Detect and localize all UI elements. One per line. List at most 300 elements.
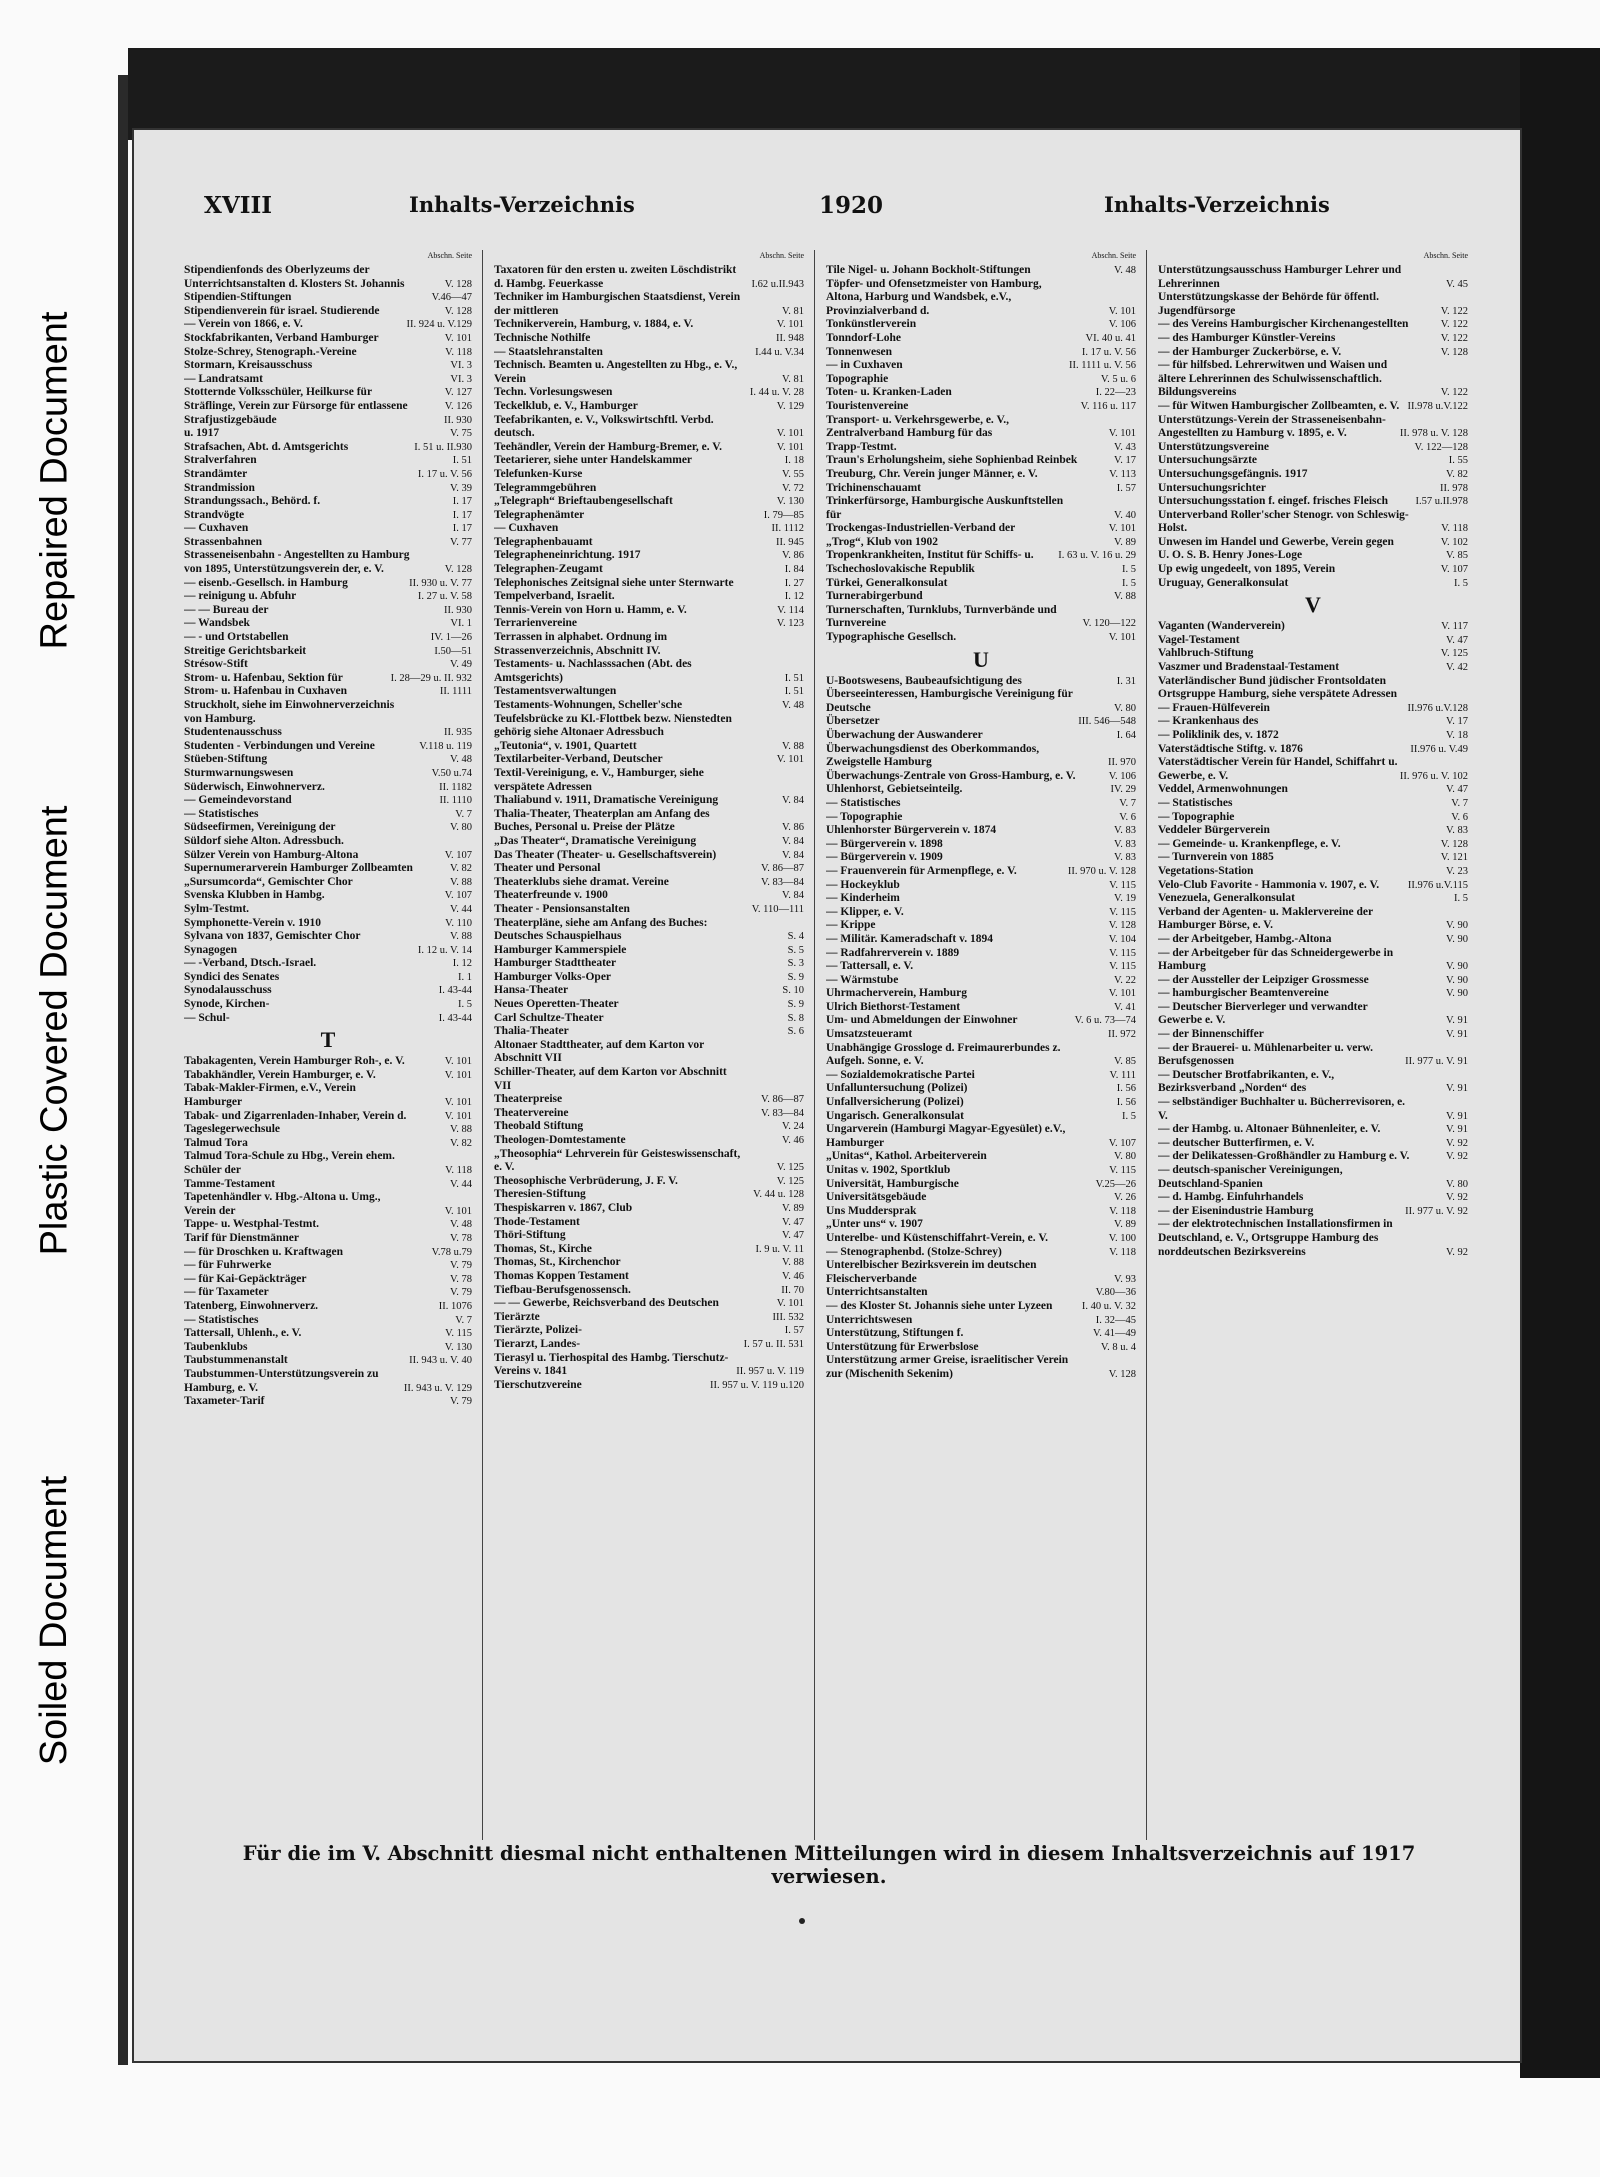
- entry-title: „Theosophia“ Lehrverein für Geisteswissenschaft, e. V.: [494, 1147, 741, 1174]
- entry-title: Untersuchungsstation f. eingef. frisches Fleisch: [1158, 495, 1388, 508]
- index-entry: [184, 454, 472, 468]
- entry-reference: V. 83: [1114, 852, 1136, 864]
- entry-title: — Krippe: [826, 919, 876, 932]
- entry-reference: V. 101: [776, 754, 804, 766]
- index-entry: [184, 794, 472, 808]
- index-entry: [494, 441, 804, 455]
- entry-title: — des Kloster St. Johannis siehe unter Lyzeen: [826, 1299, 1053, 1312]
- entry-title: Stralverfahren: [184, 454, 257, 467]
- entry-title: „Telegraph“ Brieftaubengesellschaft: [494, 495, 673, 508]
- entry-title: — Klipper, e. V.: [826, 905, 904, 918]
- index-entry: [826, 1069, 1136, 1083]
- entry-title: U-Bootswesens, Baubeaufsichtigung des: [826, 674, 1022, 687]
- index-entry: [1158, 838, 1468, 852]
- entry-title: Sylvana von 1837, Gemischter Chor: [184, 930, 361, 943]
- index-entry: [184, 1286, 472, 1300]
- entry-reference: I. 56: [1116, 1083, 1136, 1095]
- entry-reference: II.976 u.V.115: [1407, 879, 1468, 891]
- index-entry: [826, 1259, 1136, 1286]
- entry-reference: V. 125: [1440, 648, 1468, 660]
- entry-title: Testamentsverwaltungen: [494, 685, 617, 698]
- entry-reference: V. 82: [450, 863, 472, 875]
- index-entry: [494, 1379, 804, 1393]
- entry-reference: V. 7: [455, 808, 472, 820]
- entry-reference: V. 128: [444, 564, 472, 576]
- index-entry: [826, 919, 1136, 933]
- index-entry: [494, 617, 804, 631]
- column-header: Abschn. Seite: [1423, 251, 1468, 260]
- index-entry: [826, 974, 1136, 988]
- entry-reference: II. 948: [776, 332, 804, 344]
- entry-title: — Hockeyklub: [826, 878, 900, 891]
- entry-title: Unterstützung, Stiftungen f.: [826, 1327, 964, 1340]
- entry-reference: V. 5 u. 6: [1100, 373, 1136, 385]
- entry-title: Sträflinge, Verein zur Fürsorge für entlassene: [184, 399, 408, 412]
- entry-reference: II. 1111 u. V. 56: [1069, 360, 1136, 372]
- entry-reference: V. 44: [450, 903, 472, 915]
- index-entry: [826, 743, 1136, 770]
- entry-title: Unterrichtsanstalten: [826, 1286, 928, 1299]
- entry-reference: I. 43-44: [438, 985, 472, 997]
- index-entry: [184, 699, 472, 726]
- entry-reference: V. 47: [1446, 784, 1468, 796]
- entry-reference: V. 75: [450, 428, 472, 440]
- entry-reference: S. 10: [782, 985, 804, 997]
- entry-reference: V. 110—111: [751, 903, 804, 915]
- entry-title: Tropenkrankheiten, Institut für Schiffs- u.: [826, 549, 1034, 562]
- index-entry: [1158, 400, 1468, 414]
- entry-reference: V. 92: [1446, 1137, 1468, 1149]
- index-entry: [494, 1284, 804, 1298]
- entry-reference: II. 977 u. V. 91: [1405, 1056, 1468, 1068]
- entry-title: „Unter uns“ v. 1907: [826, 1218, 923, 1231]
- index-entry: [826, 522, 1136, 536]
- entry-title: Theosophische Verbrüderung, J. F. V.: [494, 1174, 678, 1187]
- entry-reference: V. 100: [1108, 1232, 1136, 1244]
- entry-title: Teufelsbrücke zu Kl.-Flottbek bezw. Nienstedten gehörig siehe Altonaer Adressbuch: [494, 712, 732, 739]
- entry-title: Testaments- u. Nachlasssachen (Abt. des Amtsgerichts): [494, 658, 692, 684]
- entry-title: Vahlbruch-Stiftung: [1158, 647, 1254, 660]
- index-entry: [1158, 441, 1468, 455]
- index-entry: [184, 984, 472, 998]
- label-soiled-document: Soiled Document: [33, 1475, 76, 1765]
- index-entry: [1158, 647, 1468, 661]
- entry-title: Theaterpläne, siehe am Anfang des Buches:: [494, 916, 708, 929]
- index-entry: [184, 876, 472, 890]
- entry-title: Stipendienfonds des Oberlyzeums der Unterrichtsanstalten d. Klosters St. Johannis: [184, 264, 405, 290]
- entry-title: Typographische Gesellsch.: [826, 631, 957, 644]
- index-entry: [494, 1256, 804, 1270]
- entry-reference: II. 972: [1108, 1029, 1136, 1041]
- entry-title: — der Arbeitgeber, Hambg.-Altona: [1158, 932, 1332, 945]
- entry-reference: V. 120—122: [1082, 618, 1136, 630]
- entry-title: — für Droschken u. Kraftwagen: [184, 1245, 343, 1258]
- index-entry: [184, 835, 472, 849]
- index-entry: [494, 1270, 804, 1284]
- index-columns: [184, 250, 1484, 1840]
- entry-title: Strandvögte: [184, 508, 245, 521]
- index-entry: [184, 917, 472, 931]
- entry-title: Topographie: [826, 372, 889, 385]
- entry-title: Teefabrikanten, e. V., Volkswirtschftl. Verbd. deutsch.: [494, 413, 714, 440]
- entry-reference: V. 84: [782, 849, 804, 861]
- index-entry: [1158, 1191, 1468, 1205]
- entry-reference: II. 930: [444, 604, 472, 616]
- entry-title: Technisch. Beamten u. Angestellten zu Hbg., e. V., Verein: [494, 359, 738, 385]
- entry-title: Telephonisches Zeitsignal siehe unter Sternwarte: [494, 576, 734, 589]
- index-entry: [1158, 933, 1468, 947]
- header-title-left: Inhalts-Verzeichnis: [409, 192, 635, 217]
- index-entry: [826, 536, 1136, 550]
- entry-reference: V. 22: [1114, 974, 1136, 986]
- entry-reference: V. 111: [1109, 1069, 1136, 1081]
- entry-reference: II. 945: [776, 536, 804, 548]
- index-entry: [826, 1123, 1136, 1150]
- index-entry: [826, 688, 1136, 715]
- entry-title: U. O. S. B. Henry Jones-Loge: [1158, 549, 1303, 562]
- entry-reference: V. 18: [1446, 730, 1468, 741]
- entry-reference: I. 5: [458, 999, 472, 1011]
- entry-title: „Das Theater“, Dramatische Vereinigung: [494, 834, 697, 847]
- index-entry: [494, 876, 804, 890]
- entry-title: Unterverband Roller'scher Stenogr. von Schleswig-Holst.: [1158, 508, 1409, 535]
- index-entry: [826, 482, 1136, 496]
- index-entry: [184, 1150, 472, 1177]
- entry-title: Neues Operetten-Theater: [494, 998, 619, 1011]
- index-entry: [184, 889, 472, 903]
- entry-title: Unterstützungsausschuss Hamburger Lehrer und Lehrerinnen: [1158, 264, 1402, 290]
- entry-reference: V. 128: [1108, 920, 1136, 932]
- entry-title: Thespiskarren v. 1867, Club: [494, 1201, 633, 1214]
- entry-title: Tiefbau-Berufsgenossensch.: [494, 1283, 631, 1296]
- index-entry: [184, 386, 472, 400]
- entry-reference: V. 84: [782, 890, 804, 902]
- entry-title: Tabakhändler, Verein Hamburger, e. V.: [184, 1068, 376, 1081]
- entry-title: Unabhängige Grossloge d. Freimaurerbundes z. Aufgeh. Sonne, e. V.: [826, 1041, 1061, 1068]
- entry-title: Textil-Vereinigung, e. V., Hamburger, siehe verspätete Adressen: [494, 766, 704, 793]
- entry-title: Uhrmacherverein, Hamburg: [826, 987, 967, 1000]
- entry-reference: II. 930: [444, 414, 472, 426]
- entry-reference: V. 115: [445, 1328, 472, 1340]
- entry-reference: I.50—51: [434, 645, 472, 657]
- entry-reference: V. 91: [1446, 1124, 1468, 1136]
- entry-reference: V. 102: [1440, 536, 1468, 548]
- entry-title: — Schul-: [184, 1011, 230, 1024]
- entry-title: Telegraphenämter: [494, 508, 585, 521]
- entry-reference: V. 90: [1446, 933, 1468, 945]
- entry-reference: V. 88: [782, 740, 804, 752]
- index-entry: [1158, 318, 1468, 332]
- index-entry: [494, 264, 804, 291]
- entry-reference: II. 978 u. V. 128: [1399, 428, 1468, 440]
- index-entry: [494, 1311, 804, 1325]
- entry-title: Velo-Club Favorite - Hammonia v. 1907, e. V.: [1158, 878, 1380, 891]
- index-entry: [184, 468, 472, 482]
- index-entry: [184, 1137, 472, 1151]
- entry-reference: II. 1112: [771, 523, 804, 535]
- entry-title: — — Bureau der: [184, 603, 269, 616]
- index-entry: [494, 1134, 804, 1148]
- entry-title: „Trog“, Klub von 1902: [826, 535, 939, 548]
- entry-reference: V. 48: [450, 754, 472, 766]
- entry-title: Hamburger Stadttheater: [494, 957, 617, 970]
- entry-title: — hamburgischer Beamtenvereine: [1158, 987, 1329, 1000]
- index-entry: [494, 577, 804, 591]
- index-entry: [1158, 675, 1468, 702]
- index-entry: [184, 1191, 472, 1218]
- entry-reference: V. 91: [1446, 1083, 1468, 1095]
- entry-title: Überwachungs-Zentrale von Gross-Hamburg, e. V.: [826, 769, 1076, 782]
- entry-title: — Statistisches: [184, 807, 259, 820]
- entry-reference: V. 125: [776, 1175, 804, 1187]
- entry-reference: II. 970: [1108, 757, 1136, 769]
- entry-reference: I. 56: [1116, 1097, 1136, 1109]
- entry-title: — Deutscher Bierverleger und verwandter Gewerbe e. V.: [1158, 1000, 1368, 1027]
- page-footer-note: Für die im V. Abschnitt diesmal nicht enthaltenen Mitteilungen wird in diesem Inhaltsverzeichnis auf 1917 verwiesen.: [242, 1842, 1416, 1888]
- index-entry: [494, 944, 804, 958]
- entry-title: Stockfabrikanten, Verband Hamburger: [184, 331, 379, 344]
- entry-reference: V. 101: [444, 1205, 472, 1217]
- entry-reference: V. 84: [782, 835, 804, 847]
- header-title-right: Inhalts-Verzeichnis: [1104, 192, 1330, 217]
- entry-reference: I. 51: [452, 455, 472, 467]
- entry-reference: V. 7: [455, 1314, 472, 1326]
- entry-title: Unterrichtswesen: [826, 1313, 913, 1326]
- entry-title: Theaterpreise: [494, 1093, 563, 1106]
- index-entry: [826, 729, 1136, 743]
- entry-reference: V. 118: [445, 346, 472, 358]
- index-entry: [494, 1093, 804, 1107]
- index-entry: [1158, 620, 1468, 634]
- entry-title: Taubenklubs: [184, 1340, 248, 1353]
- entry-reference: V. 86—87: [761, 863, 804, 875]
- entry-title: „Sursumcorda“, Gemischter Chor: [184, 875, 353, 888]
- entry-reference: V. 83—84: [761, 1107, 804, 1119]
- entry-reference: V. 42: [1446, 662, 1468, 674]
- index-entry: [1158, 359, 1468, 400]
- index-entry: [494, 1202, 804, 1216]
- entry-reference: V. 126: [444, 400, 472, 412]
- index-entry: [826, 264, 1136, 278]
- entry-reference: V. 47: [1446, 634, 1468, 646]
- index-entry: [494, 685, 804, 699]
- entry-title: Uruguay, Generalkonsulat: [1158, 576, 1289, 589]
- index-entry: [1158, 797, 1468, 811]
- scan-left-edge: [118, 75, 128, 2065]
- index-entry: [494, 984, 804, 998]
- index-entry: [184, 1246, 472, 1260]
- index-entry: [184, 1368, 472, 1395]
- entry-title: — d. Hambg. Einfuhrhandels: [1158, 1191, 1304, 1204]
- entry-title: Textilarbeiter-Verband, Deutscher: [494, 753, 663, 766]
- entry-title: Trinkerfürsorge, Hamburgische Auskunftstellen für: [826, 495, 1064, 521]
- entry-title: Tierasyl u. Tierhospital des Hambg. Tierschutz-Vereins v. 1841: [494, 1351, 729, 1378]
- entry-title: Das Theater (Theater- u. Gesellschaftsverein): [494, 848, 717, 861]
- entry-reference: V. 48: [450, 1219, 472, 1231]
- index-column-4: [1158, 250, 1468, 1840]
- index-entry: [184, 1069, 472, 1083]
- index-entry: [184, 291, 472, 305]
- entry-reference: II. 957 u. V. 119 u.120: [709, 1379, 804, 1391]
- index-entry: [184, 781, 472, 795]
- entry-title: Treuburg, Chr. Verein junger Männer, e. V.: [826, 467, 1038, 480]
- index-entry: [1158, 536, 1468, 550]
- index-entry: [184, 740, 472, 754]
- entry-title: Unterelbischer Bezirksverein im deutschen Fleischerverbande: [826, 1259, 1037, 1285]
- index-column-1: [184, 250, 472, 1840]
- index-entry: [494, 454, 804, 468]
- entry-reference: V. 43: [1114, 441, 1136, 453]
- column-header: Abschn. Seite: [1091, 251, 1136, 260]
- index-entry: [184, 373, 472, 387]
- entry-title: Trichinenschauamt: [826, 481, 921, 494]
- index-entry: [494, 522, 804, 536]
- entry-title: Synagogen: [184, 943, 238, 956]
- entry-reference: I. 84: [784, 564, 804, 576]
- entry-title: Stipendien-Stiftungen: [184, 291, 292, 304]
- entry-title: Unterstützung für Erwerbslose: [826, 1340, 979, 1353]
- entry-reference: I. 9 u. V. 11: [755, 1243, 804, 1255]
- index-entry: [826, 1314, 1136, 1328]
- entry-title: — in Cuxhaven: [826, 359, 903, 372]
- index-entry: [494, 318, 804, 332]
- entry-title: Strasseneisenbahn - Angestellten zu Hamburg von 1895, Unterstützungsverein der, e. V.: [184, 549, 410, 576]
- entry-title: Trockengas-Industriellen-Verband der: [826, 522, 1016, 535]
- index-entry: [1158, 332, 1468, 346]
- entry-title: Vaterstädtischer Verein für Handel, Schiffahrt u. Gewerbe, e. V.: [1158, 756, 1398, 782]
- entry-title: Unterstützungs-Verein der Strasseneisenbahn-Angestellten zu Hamburg v. 1895, e. V.: [1158, 413, 1386, 440]
- entry-title: — Landratsamt: [184, 372, 263, 385]
- entry-reference: V. 118: [1441, 523, 1468, 535]
- section-letter: T: [320, 1027, 336, 1053]
- index-entry: [494, 1107, 804, 1121]
- entry-reference: I. 31: [1116, 675, 1136, 687]
- index-entry: [494, 1148, 804, 1175]
- entry-reference: S. 4: [787, 931, 804, 943]
- entry-reference: I. 64: [1116, 730, 1136, 741]
- section-letter: U: [973, 646, 989, 672]
- entry-reference: V. 6: [1119, 811, 1136, 823]
- entry-title: Unitas v. 1902, Sportklub: [826, 1164, 951, 1176]
- index-entry: [184, 590, 472, 604]
- index-entry: [1158, 563, 1468, 577]
- entry-reference: I. 44 u. V. 28: [749, 387, 804, 399]
- index-entry: [494, 563, 804, 577]
- entry-reference: V. 86: [782, 550, 804, 562]
- entry-title: Theaterfreunde v. 1900: [494, 889, 608, 902]
- index-entry: [184, 1259, 472, 1273]
- index-entry: [184, 672, 472, 686]
- index-entry: [1158, 715, 1468, 729]
- entry-title: — Kinderheim: [826, 892, 900, 905]
- entry-reference: V. 46: [782, 1270, 804, 1282]
- entry-title: Tapetenhändler v. Hbg.-Altona u. Umg., Verein der: [184, 1191, 381, 1217]
- entry-reference: V. 116 u. 117: [1080, 400, 1136, 412]
- entry-reference: V. 89: [1114, 536, 1136, 548]
- entry-title: Vagel-Testament: [1158, 633, 1240, 646]
- entry-reference: V.25—26: [1095, 1178, 1136, 1190]
- entry-title: Telegraphenbauamt: [494, 535, 593, 548]
- index-entry: [494, 1229, 804, 1243]
- entry-title: — der Arbeitgeber für das Schneidergewerbe in Hamburg: [1158, 946, 1394, 973]
- entry-title: Telefunken-Kurse: [494, 467, 583, 480]
- entry-reference: V. 104: [1108, 933, 1136, 945]
- entry-title: — deutsch-spanischer Vereinigungen, Deutschland-Spanien: [1158, 1164, 1343, 1190]
- entry-reference: V. 115: [1109, 906, 1136, 918]
- entry-reference: V. 128: [1440, 346, 1468, 358]
- entry-title: Supernumerarverein Hamburger Zollbeamten: [184, 862, 413, 875]
- index-entry: [826, 604, 1136, 631]
- index-entry: [1158, 414, 1468, 441]
- index-entry: [494, 468, 804, 482]
- entry-title: Tierarzt, Landes-: [494, 1337, 581, 1350]
- entry-title: Talmud Tora-Schule zu Hbg., Verein ehem. Schüler der: [184, 1150, 395, 1176]
- index-entry: [826, 373, 1136, 387]
- entry-title: Tonnenwesen: [826, 345, 893, 358]
- index-entry: [826, 1082, 1136, 1096]
- entry-reference: I.62 u.II.943: [751, 278, 804, 290]
- index-entry: [494, 536, 804, 550]
- column-header: Abschn. Seite: [759, 251, 804, 260]
- scan-dark-band-top: [128, 48, 1600, 140]
- entry-title: Altonaer Stadttheater, auf dem Karton vor Abschnitt VII: [494, 1038, 704, 1065]
- index-entry: [1158, 906, 1468, 933]
- entry-reference: II. 943 u. V. 129: [403, 1382, 472, 1394]
- entry-title: Süldorf siehe Alton. Adressbuch.: [184, 834, 344, 847]
- entry-title: Struckholt, siehe im Einwohnerverzeichnis von Hamburg.: [184, 699, 395, 725]
- entry-reference: V. 101: [444, 1110, 472, 1122]
- entry-title: — Cuxhaven: [184, 522, 249, 535]
- entry-title: — Bürgerverein v. 1898: [826, 837, 943, 850]
- entry-reference: V. 84: [782, 795, 804, 807]
- index-entry: [1158, 1137, 1468, 1151]
- entry-reference: I. 5: [1454, 577, 1468, 589]
- index-entry: [826, 1178, 1136, 1192]
- page-header: [204, 192, 1444, 232]
- entry-title: — - und Ortstabellen: [184, 631, 289, 644]
- index-entry: [184, 1178, 472, 1192]
- index-entry: [826, 1232, 1136, 1246]
- entry-reference: II. 1111: [439, 686, 472, 698]
- entry-title: Tabak-Makler-Firmen, e.V., Verein Hamburger: [184, 1082, 356, 1109]
- index-entry: [184, 400, 472, 414]
- section-letter: V: [1305, 592, 1321, 618]
- entry-reference: III. 532: [772, 1311, 804, 1323]
- entry-title: — Topographie: [1158, 810, 1235, 823]
- entry-title: „Unitas“, Kathol. Arbeiterverein: [826, 1150, 987, 1163]
- entry-reference: V. 107: [1440, 564, 1468, 576]
- index-entry: [184, 821, 472, 835]
- index-entry: [1158, 756, 1468, 783]
- index-entry: [826, 454, 1136, 468]
- entry-reference: V. 17: [1446, 716, 1468, 728]
- entry-title: Überwachungsdienst des Oberkommandos, Zweigstelle Hamburg: [826, 742, 1040, 769]
- label-plastic-covered-document: Plastic Covered Document: [33, 805, 76, 1255]
- entry-reference: V. 6: [1451, 811, 1468, 823]
- entry-title: Türkei, Generalkonsulat: [826, 576, 948, 589]
- entry-reference: V. 8 u. 4: [1100, 1341, 1136, 1353]
- label-repaired-document: Repaired Document: [33, 311, 76, 649]
- entry-reference: V. 81: [782, 373, 804, 385]
- entry-reference: V. 41—49: [1093, 1328, 1136, 1340]
- document-page: [132, 128, 1522, 2063]
- entry-title: Hamburger Kammerspiele: [494, 943, 627, 956]
- entry-reference: V. 72: [782, 482, 804, 494]
- entry-reference: I. 22—23: [1095, 387, 1136, 399]
- entry-title: — selbständiger Buchhalter u. Bücherrevisoren, e. V.: [1158, 1096, 1406, 1122]
- entry-title: Thalia-Theater, Theaterplan am Anfang des Buches, Personal u. Preise der Plätze: [494, 807, 710, 834]
- index-entry: [1158, 1001, 1468, 1028]
